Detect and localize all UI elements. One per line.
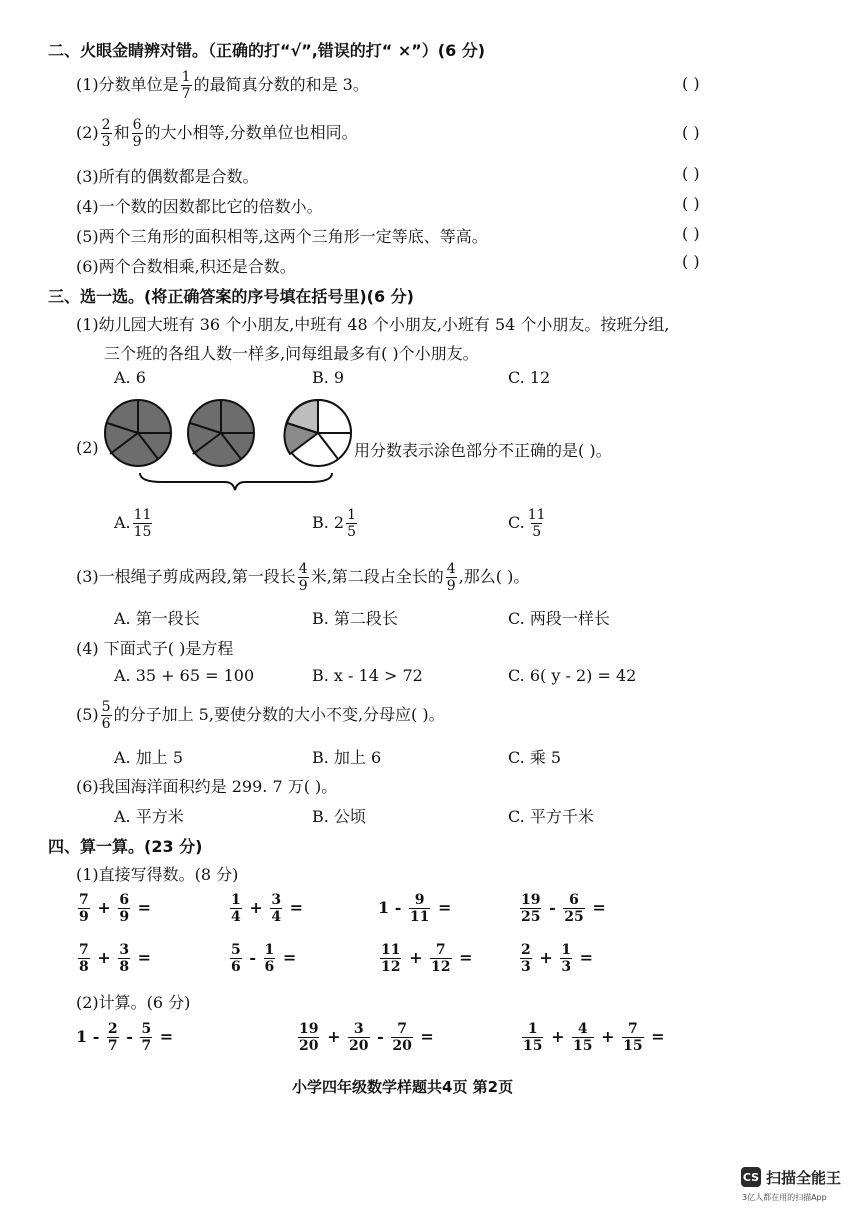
calc-expression: $\frac{19}{20}$ + $\frac{3}{20}$ - $\frac{7}{20}$ = bbox=[299, 1021, 434, 1054]
fraction: $\frac{1}{7}$ bbox=[181, 69, 191, 102]
calc-item: $\frac{5}{6}$ - $\frac{1}{6}$ = bbox=[231, 942, 297, 975]
circles-figure bbox=[100, 396, 356, 492]
calc-item: 1 - $\frac{9}{11}$ = bbox=[378, 892, 452, 925]
calc-item: $\frac{19}{25}$ - $\frac{6}{25}$ = bbox=[521, 892, 606, 925]
calc-item: $\frac{2}{3}$ + $\frac{1}{3}$ = bbox=[521, 942, 594, 975]
answer-paren[interactable]: ( ) bbox=[682, 164, 700, 183]
calc-expression: 1 - $\frac{2}{7}$ - $\frac{5}{7}$ = bbox=[76, 1021, 174, 1054]
circle-2-shaded bbox=[188, 400, 254, 466]
s3-q4-option-b: B. x - 14 > 72 bbox=[312, 666, 423, 685]
s3-q4: (4) 下面式子( )是方程 bbox=[76, 639, 234, 658]
s3-q5-option-a: A. 加上 5 bbox=[114, 748, 183, 767]
calc-item: $\frac{7}{8}$ + $\frac{3}{8}$ = bbox=[79, 942, 152, 975]
section-4-sub2: (2)计算。(6 分) bbox=[76, 993, 191, 1012]
s2-q1: (1)分数单位是 $\frac{1}{7}$ 的最简真分数的和是 3。 bbox=[76, 69, 369, 102]
s3-q3-option-a: A. 第一段长 bbox=[114, 609, 200, 628]
answer-paren[interactable]: ( ) bbox=[682, 74, 700, 93]
watermark-tagline: 3亿人都在用的扫描App bbox=[742, 1193, 827, 1202]
answer-paren[interactable]: ( ) bbox=[682, 194, 700, 213]
s3-q3-option-b: B. 第二段长 bbox=[312, 609, 398, 628]
answer-paren[interactable]: ( ) bbox=[682, 252, 700, 271]
s3-q6: (6)我国海洋面积约是 299. 7 万( )。 bbox=[76, 777, 338, 796]
s3-q1-option-a: A. 6 bbox=[114, 368, 146, 387]
s3-q4-option-c: C. 6( y - 2) = 42 bbox=[508, 666, 637, 685]
circle-1-shaded bbox=[105, 400, 171, 466]
calc-item: $\frac{11}{12}$ + $\frac{7}{12}$ = bbox=[381, 942, 473, 975]
s3-q2-text: 用分数表示涂色部分不正确的是( )。 bbox=[354, 441, 612, 460]
answer-paren[interactable]: ( ) bbox=[682, 123, 700, 142]
s3-q5-option-c: C. 乘 5 bbox=[508, 748, 562, 767]
section-4-sub1: (1)直接写得数。(8 分) bbox=[76, 865, 239, 884]
s3-q2-option-c: C. $\frac{11}{5}$ bbox=[508, 507, 546, 540]
s2-q3: (3)所有的偶数都是合数。 bbox=[76, 167, 259, 186]
s3-q6-option-a: A. 平方米 bbox=[114, 807, 184, 826]
s3-q3-option-c: C. 两段一样长 bbox=[508, 609, 610, 628]
page-footer: 小学四年级数学样题共4页 第2页 bbox=[292, 1078, 514, 1096]
watermark-name: 扫描全能王 bbox=[766, 1169, 842, 1187]
calc-expression: $\frac{1}{15}$ + $\frac{4}{15}$ + $\frac{7}{15}$ = bbox=[523, 1021, 665, 1054]
calc-item: $\frac{7}{9}$ + $\frac{6}{9}$ = bbox=[79, 892, 152, 925]
circle-3-partial bbox=[284, 400, 351, 466]
s2-q4: (4)一个数的因数都比它的倍数小。 bbox=[76, 197, 323, 216]
s3-q1-line2: 三个班的各组人数一样多,问每组最多有( )个小朋友。 bbox=[104, 344, 479, 363]
section-2-title: 二、火眼金睛辨对错。（正确的打“√”,错误的打“ ×”）(6 分) bbox=[48, 41, 486, 60]
s3-q6-option-c: C. 平方千米 bbox=[508, 807, 594, 826]
section-3-title: 三、选一选。(将正确答案的序号填在括号里)(6 分) bbox=[48, 287, 414, 306]
s3-q1-option-c: C. 12 bbox=[508, 368, 551, 387]
s3-q1-option-b: B. 9 bbox=[312, 368, 345, 387]
section-4-title: 四、算一算。(23 分) bbox=[48, 837, 203, 856]
s3-q5: (5) $\frac{5}{6}$ 的分子加上 5,要使分数的大小不变,分母应( )。 bbox=[76, 699, 445, 732]
s3-q2-option-a: A. $\frac{11}{15}$ bbox=[114, 507, 152, 540]
s3-q4-option-a: A. 35 + 65 = 100 bbox=[114, 666, 255, 685]
s2-q5: (5)两个三角形的面积相等,这两个三角形一定等底、等高。 bbox=[76, 227, 488, 246]
s3-q5-option-b: B. 加上 6 bbox=[312, 748, 382, 767]
answer-paren[interactable]: ( ) bbox=[682, 224, 700, 243]
s2-q6: (6)两个合数相乘,积还是合数。 bbox=[76, 257, 296, 276]
s3-q1-line1: (1)幼儿园大班有 36 个小朋友,中班有 48 个小朋友,小班有 54 个小朋友。按班分组, bbox=[76, 315, 670, 334]
s3-q6-option-b: B. 公顷 bbox=[312, 807, 366, 826]
grouping-brace bbox=[140, 473, 332, 490]
s3-q2-option-b: B. 2 $\frac{1}{5}$ bbox=[312, 507, 357, 540]
s3-q3: (3)一根绳子剪成两段,第一段长 $\frac{4}{9}$ 米,第二段占全长的 $\frac{4}{9}$ ,那么( )。 bbox=[76, 561, 530, 594]
s2-q2: (2) $\frac{2}{3}$ 和 $\frac{6}{9}$ 的大小相等,分数单位也相同。 bbox=[76, 117, 358, 150]
s3-q2-number: (2) bbox=[76, 438, 99, 457]
camscanner-logo-icon: CS bbox=[741, 1167, 761, 1187]
calc-item: $\frac{1}{4}$ + $\frac{3}{4}$ = bbox=[231, 892, 304, 925]
